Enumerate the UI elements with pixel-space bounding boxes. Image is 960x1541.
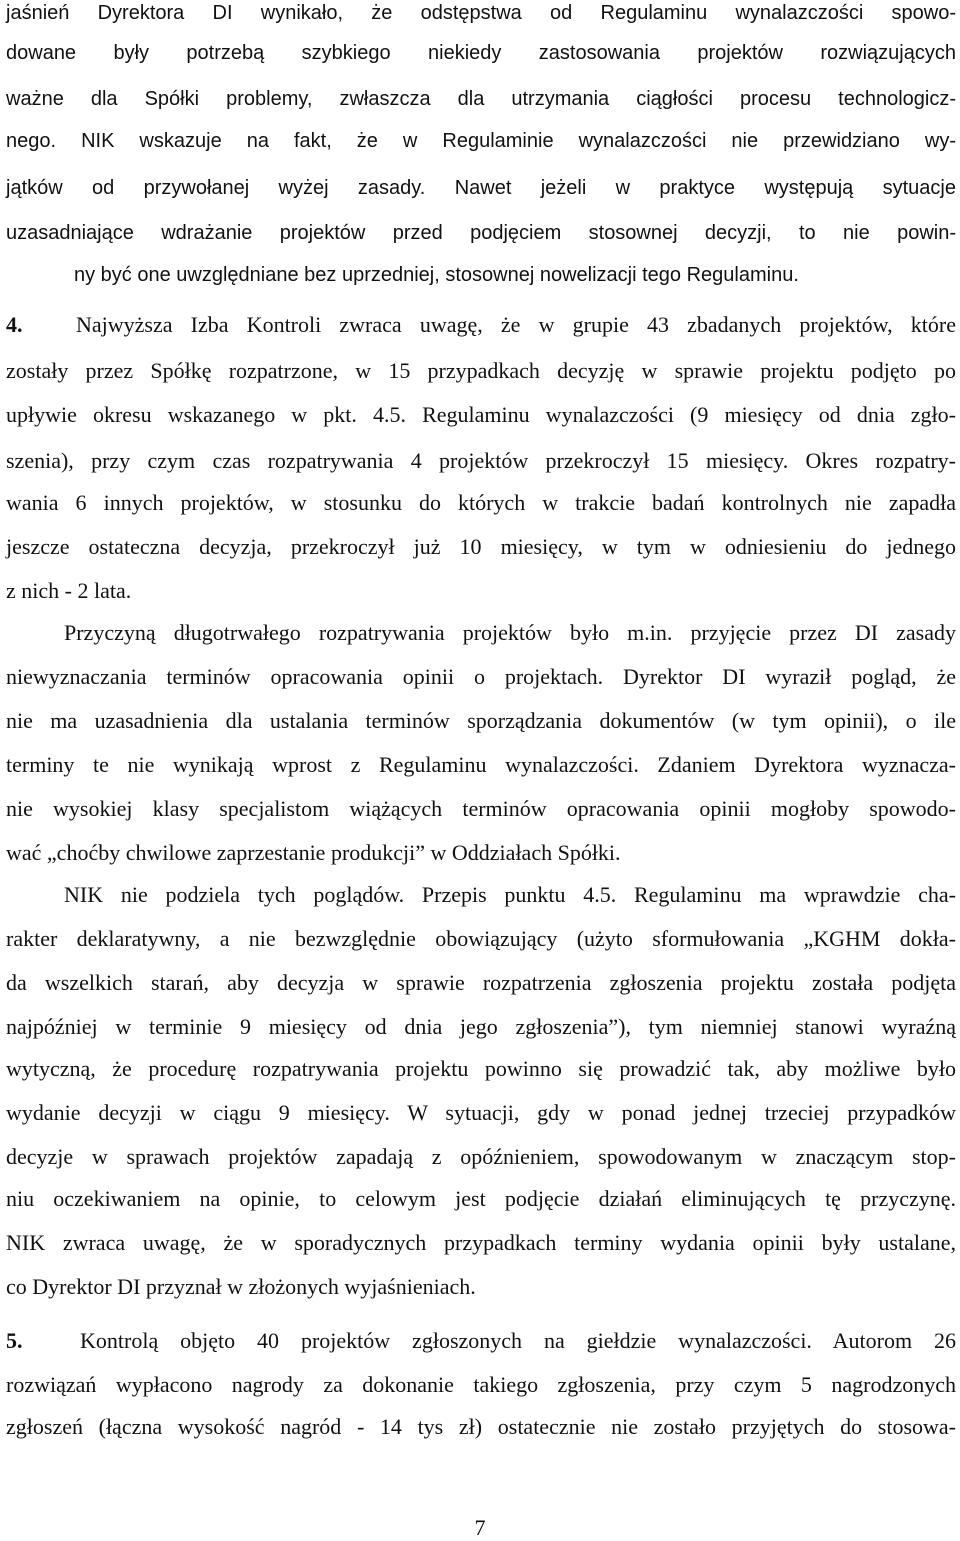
text-line: niu oczekiwaniem na opinie, to celowym jest podjęcie działań eliminujących tę przyczynę.	[6, 1186, 956, 1211]
text-line: jaśnień Dyrektora DI wynikało, że odstępstwa od Regulaminu wynalazczości spowo-	[6, 2, 956, 24]
text-line: dowane były potrzebą szybkiego niekiedy zastosowania projektów rozwiązujących	[6, 42, 956, 64]
text-line: jątków od przywołanej wyżej zasady. Nawet jeżeli w praktyce występują sytuacje	[6, 177, 956, 199]
text-line: Kontrolą objęto 40 projektów zgłoszonych na giełdzie wynalazczości. Autorom 26	[80, 1328, 956, 1353]
text-line: najpóźniej w terminie 9 miesięcy od dnia jego zgłoszenia”), tym niemniej stanowi wyraźną	[6, 1014, 956, 1039]
text-line: ważne dla Spółki problemy, zwłaszcza dla utrzymania ciągłości procesu technologicz-	[6, 88, 956, 110]
text-line: co Dyrektor DI przyznał w złożonych wyjaśnieniach.	[6, 1274, 476, 1299]
text-line: zostały przez Spółkę rozpatrzone, w 15 przypadkach decyzję w sprawie projektu podjęto po	[6, 358, 956, 383]
text-line: NIK zwraca uwagę, że w sporadycznych przypadkach terminy wydania opinii były ustalane,	[6, 1230, 956, 1255]
text-line: rozwiązań wypłacono nagrody za dokonanie takiego zgłoszenia, przy czym 5 nagrodzonych	[6, 1372, 956, 1397]
text-line: da wszelkich starań, aby decyzja w sprawie rozpatrzenia zgłoszenia projektu została podjęta	[6, 970, 956, 995]
text-line: Najwyższa Izba Kontroli zwraca uwagę, że w grupie 43 zbadanych projektów, które	[76, 312, 956, 337]
text-line: wydanie decyzji w ciągu 9 miesięcy. W sytuacji, gdy w ponad jednej trzeciej przypadków	[6, 1100, 956, 1125]
page-number: 7	[474, 1515, 486, 1540]
text-line: wania 6 innych projektów, w stosunku do których w trakcie badań kontrolnych nie zapadła	[6, 490, 956, 515]
text-line: Przyczyną długotrwałego rozpatrywania projektów było m.in. przyjęcie przez DI zasady	[64, 620, 956, 645]
text-line: nie wysokiej klasy specjalistom wiążących terminów opracowania opinii mogłoby spowodo-	[6, 796, 956, 821]
text-line: NIK nie podziela tych poglądów. Przepis punktu 4.5. Regulaminu ma wprawdzie cha-	[64, 882, 956, 907]
text-line: decyzje w sprawach projektów zapadają z opóźnieniem, spowodowanym w znaczącym stop-	[6, 1144, 956, 1169]
text-line: jeszcze ostateczna decyzja, przekroczył już 10 miesięcy, w tym w odniesieniu do jednego	[6, 534, 956, 559]
text-line: zgłoszeń (łączna wysokość nagród - 14 tys zł) ostatecznie nie zostało przyjętych do stosowa-	[6, 1414, 956, 1439]
text-line: wać „choćby chwilowe zaprzestanie produkcji” w Oddziałach Spółki.	[6, 840, 621, 865]
text-line: niewyznaczania terminów opracowania opinii o projektach. Dyrektor DI wyraził pogląd, że	[6, 664, 956, 689]
section-number: 5.	[6, 1328, 23, 1353]
text-line: nie ma uzasadnienia dla ustalania terminów sporządzania dokumentów (w tym opinii), o ile	[6, 708, 956, 733]
text-line: uzasadniające wdrażanie projektów przed podjęciem stosownej decyzji, to nie powin-	[6, 222, 956, 244]
text-line: upływie okresu wskazanego w pkt. 4.5. Regulaminu wynalazczości (9 miesięcy od dnia zgło-	[6, 402, 956, 427]
text-line: ny być one uwzględniane bez uprzedniej, stosownej nowelizacji tego Regulaminu.	[74, 264, 799, 286]
text-line: szenia), przy czym czas rozpatrywania 4 projektów przekroczył 15 miesięcy. Okres rozpatry-	[6, 448, 956, 473]
text-line: rakter deklaratywny, a nie bezwzględnie obowiązujący (użyto sformułowania „KGHM dokła-	[6, 926, 956, 951]
text-line: wytyczną, że procedurę rozpatrywania projektu powinno się prowadzić tak, aby możliwe było	[6, 1056, 956, 1081]
text-line: nego. NIK wskazuje na fakt, że w Regulaminie wynalazczości nie przewidziano wy-	[6, 130, 956, 152]
section-number: 4.	[6, 312, 23, 337]
text-line: z nich - 2 lata.	[6, 578, 132, 603]
text-line: terminy te nie wynikają wprost z Regulaminu wynalazczości. Zdaniem Dyrektora wyznacza-	[6, 752, 956, 777]
